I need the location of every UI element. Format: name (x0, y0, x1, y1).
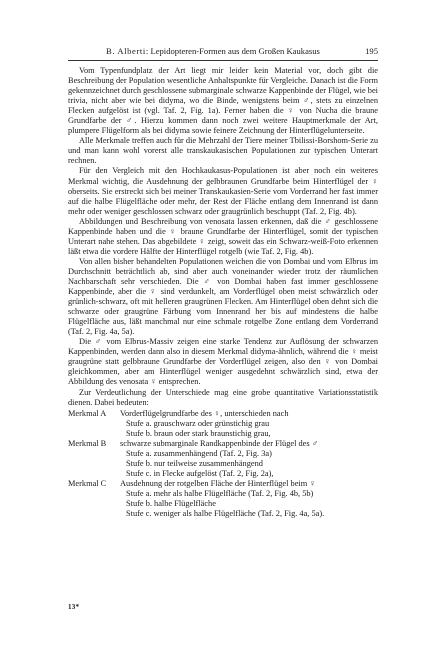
criterion-description: schwarze submarginale Randkappenbinde der Flügel des ♂ (120, 438, 318, 448)
page-header (68, 44, 378, 58)
paragraph: Von allen bisher behandelten Populationen weichen die von Dombai und vom Elbrus im Durchschnitt beträchtlich ab, sind aber auch voneinander wieder trotz der räumlichen Nachbarschaft sehr verschieden. Die ♂ von Dombai haben fast immer geschlossene Kappenbinde, aber die ♀ sind verdunkelt, am Vorderflügel oben meist schwärzlich oder grünlich-schwarz, oft mit helleren graugrünen Flecken. Am Hinterflügel oben dehnt sich die schwarze oder graugrüne Färbung vom Innenrand her bis auf mindestens die halbe Flügelfläche aus, läßt manchmal nur eine schmale rotgelbe Zone entlang dem Vorderrand (Taf. 2, Fig. 4a, 5a). (68, 256, 378, 337)
body-text (68, 66, 378, 519)
criterion-body (120, 479, 378, 519)
criterion-description: Vorderflügelgrundfarbe des ♀, unterschieden nach (120, 408, 289, 418)
page-number: 195 (365, 46, 378, 56)
paragraph: Vom Typenfundplatz der Art liegt mir leider kein Material vor, doch gibt die Beschreibung der Population wesentliche Anhaltspunkte für Vergleiche. Danach ist die Form gekennzeichnet durch geschlossene submarginale schwarze Kappenbinde der Flügel, wie bei trivia, nicht aber wie bei didyma, wo die Binde, wenigstens beim ♂, stets zu einzelnen Flecken aufgelöst ist (vgl. Taf. 2, Fig. 1a). Ferner haben die ♀ von Nucha die braune Grundfarbe der ♂. Hierzu kommen dann noch zwei weitere Hauptmerkmale der Art, plumpere Flügelform als bei didyma sowie feinere Zeichnung der Hinterflügelunterseite. (68, 66, 378, 136)
criterion-b (68, 439, 378, 479)
criterion-label: Merkmal C (68, 478, 107, 488)
paragraph: Alle Merkmale treffen auch für die Mehrzahl der Tiere meiner Tbilissi-Borshom-Serie zu und man kann wohl vorerst alle transkaukasischen Populationen zur typischen Unterart rechnen. (68, 136, 378, 166)
running-head-title: : Lepidopteren-Formen aus dem Großen Kaukasus (145, 46, 320, 56)
criterion-body (120, 439, 378, 479)
criterion-step: Stufe b. halbe Flügelfläche (126, 499, 216, 509)
criterion-step: Stufe a. zusammenhängend (Taf. 2, Fig. 3a) (126, 448, 272, 458)
header-rule (68, 60, 378, 61)
paragraph: Die ♂ vom Elbrus-Massiv zeigen eine starke Tendenz zur Auflösung der schwarzen Kappenbinden, werden dann also in diesem Merkmal didyma-ähnlich, während die ♀ meist graugrüne statt gelbbraune Grundfarbe der Vorderflügel zeigen, also den ♀ von Dombai gleichkommen, aber am Hinterflügel weniger ausgedehnt schwärzlich sind, etwa der Abbildung des venosata ♀ entsprechen. (68, 337, 378, 387)
criterion-label: Merkmal B (68, 438, 107, 448)
paragraph: Zur Verdeutlichung der Unterschiede mag eine grobe quantitative Variationsstatistik dienen. Dabei bedeuten: (68, 387, 378, 407)
criterion-body (120, 409, 378, 439)
signature-mark: 13* (68, 603, 80, 611)
criteria-list (68, 409, 378, 520)
criterion-a (68, 409, 378, 439)
criterion-description: Ausdehnung der rotgelben Fläche der Hinterflügel beim ♀ (120, 478, 316, 488)
criterion-step: Stufe b. braun oder stark braunstichig grau, (126, 428, 271, 438)
running-head-author: B. Alberti (106, 46, 146, 56)
criterion-step: Stufe b. nur teilweise zusammenhängend (126, 458, 263, 468)
criterion-step: Stufe c. in Flecke aufgelöst (Taf. 2, Fig. 2a), (126, 468, 274, 478)
criterion-step: Stufe a. mehr als halbe Flügelfläche (Taf. 2, Fig. 4b, 5b) (126, 488, 314, 498)
paragraph: Abbildungen und Beschreibung von venosata lassen erkennen, daß die ♂ geschlossene Kappenbinde haben und die ♀ braune Grundfarbe der Hinterflügel, somit der typischen Unterart nahe stehen. Das abgebildete ♀ zeigt, soweit das ein Schwarz-weiß-Foto erkennen läßt etwa die vordere Hälfte der Hinterflügel rotgelb (wie Taf. 2, Fig. 4b). (68, 216, 378, 256)
criterion-label: Merkmal A (68, 408, 107, 418)
running-head (106, 44, 320, 58)
criterion-c (68, 479, 378, 519)
criterion-step: Stufe c. weniger als halbe Flügelfläche (Taf. 2, Fig. 4a, 5a). (126, 509, 325, 519)
criterion-step: Stufe a. grauschwarz oder grünstichig grau (126, 418, 270, 428)
paragraph: Für den Vergleich mit den Hochkaukasus-Populationen ist aber noch ein weiteres Merkmal wichtig, die Ausdehnung der gelbbraunen Grundfarbe beim Hinterflügel der ♀ oberseits. Sie erstreckt sich bei meiner Transkaukasien-Serie vom Vorderrand her fast immer auf die halbe Flügelfläche oder mehr, der Rest der Fläche entlang dem Innenrand ist dann mehr oder weniger geschlossen schwarz oder graugrünlich beschuppt (Taf. 2, Fig. 4b). (68, 166, 378, 216)
